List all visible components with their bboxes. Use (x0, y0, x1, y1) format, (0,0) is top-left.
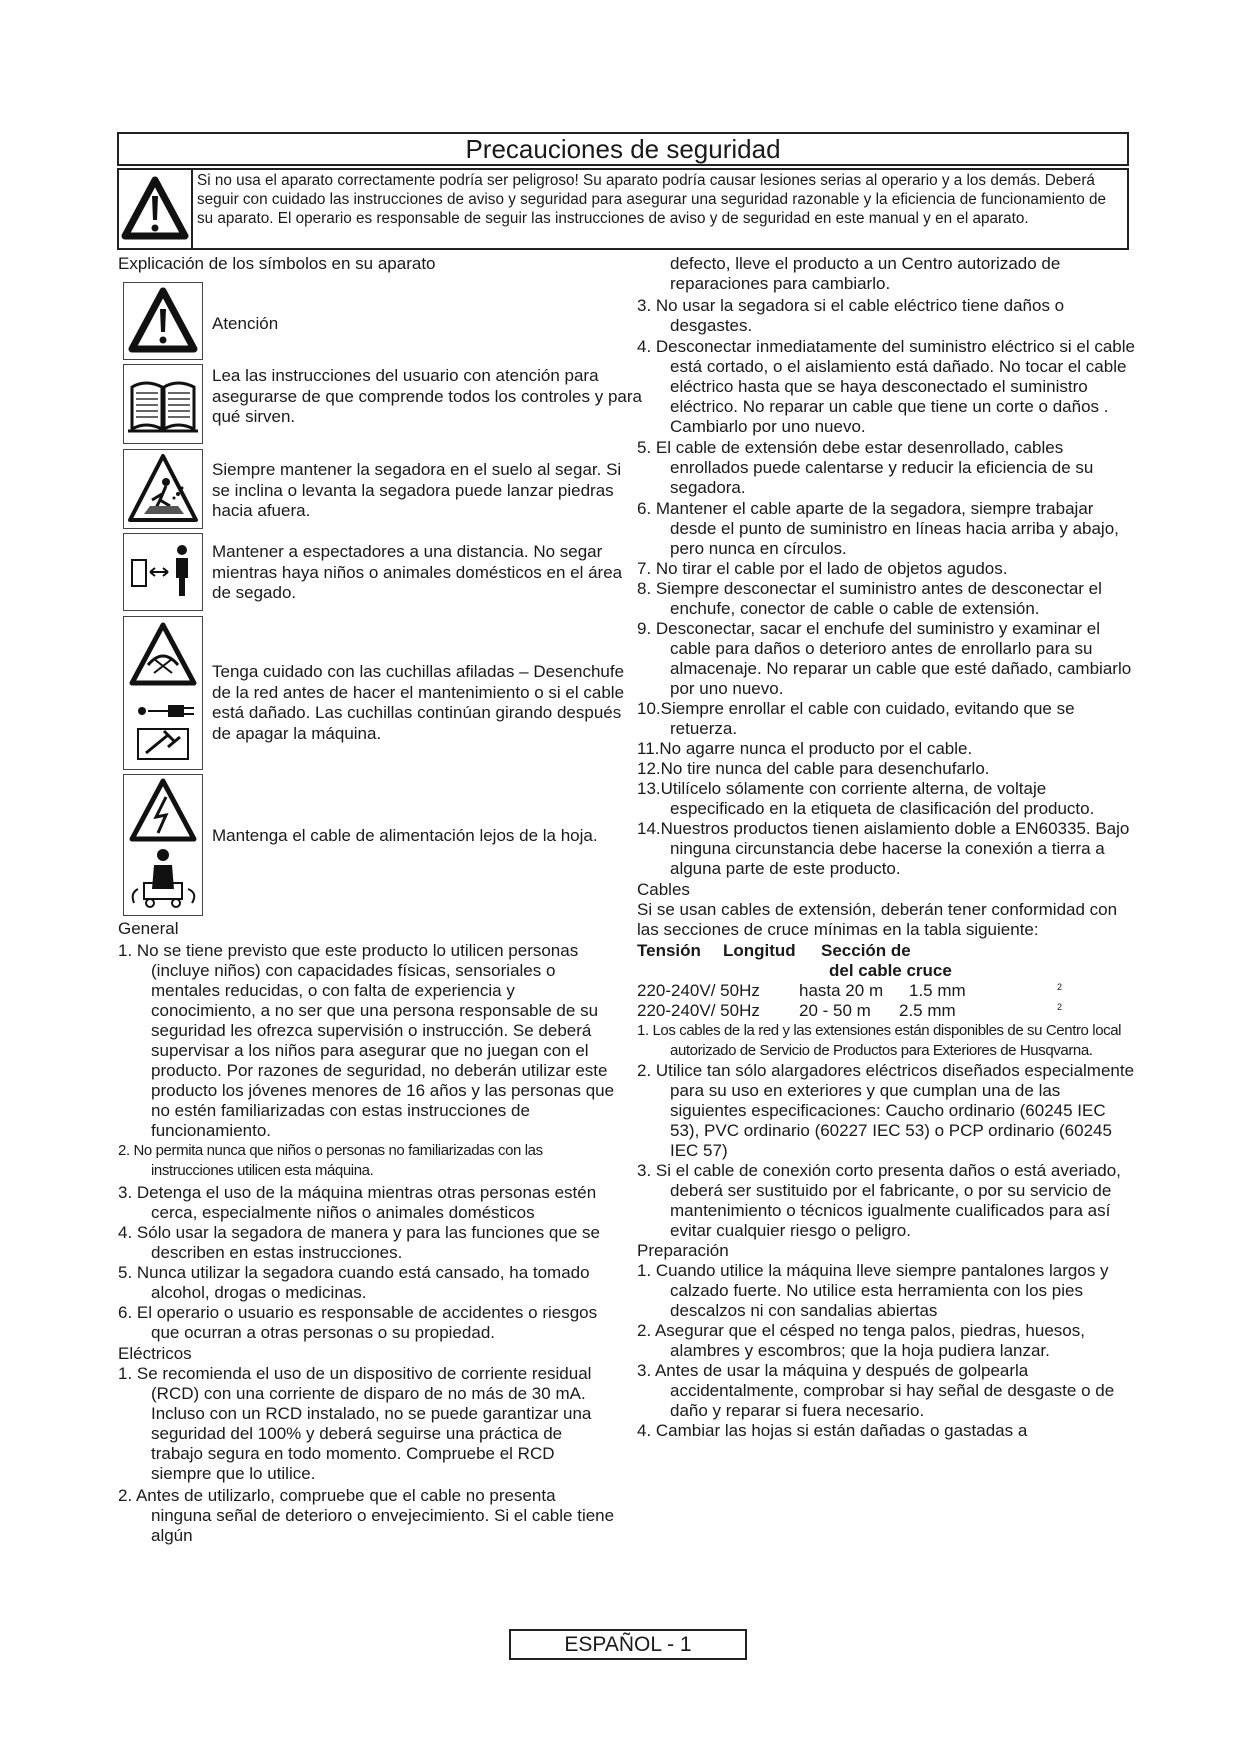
list-item: 4. Sólo usar la segadora de manera y para las funciones que se describen en estas instrucciones. (118, 1223, 600, 1262)
list-item: 13.Utilícelo sólamente con corriente alterna, de voltaje especificado en la etiqueta de clasificación del producto. (637, 779, 1095, 818)
symbol-text: Tenga cuidado con las cuchillas afiladas – Desenchufe de la red antes de hacer el mantenimiento o si el cable está dañado. Las cuchillas continúan girando después de apagar la máquina. (212, 662, 625, 743)
symbol-text: Mantener a espectadores a una distancia. No segar mientras haya niños o animales domésticos en el área de segado. (212, 542, 623, 602)
preparacion-heading: Preparación (637, 1241, 729, 1260)
list-item: 3. Si el cable de conexión corto presenta daños o está averiado, deberá ser sustituido por el fabricante, o por su servicio de mantenimiento o técnicos igualmente cualificados para así evitar cualquier riesgo o peligro. (637, 1161, 1121, 1240)
list-item: 3. Detenga el uso de la máquina mientras otras personas estén cerca, especialmente niños o animales domésticos (118, 1183, 597, 1222)
list-item: 6. Mantener el cable aparte de la segadora, siempre trabajar desde el punto de suministro en líneas hacia arriba y abajo, pero nunca en círculos. (637, 499, 1119, 558)
list-item: 12.No tire nunca del cable para desenchufarlo. (637, 759, 990, 778)
table-cell: 2.5 mm (899, 1001, 956, 1020)
list-item: 1. No se tiene previsto que este producto lo utilicen personas (incluye niños) con capacidades físicas, sensoriales o mentales reducidas, o con falta de experiencia y conocimiento, a no ser que una persona responsable de su seguridad les ofrezca supervisión o instrucción. Se deberá supervisar a los niños para asegurar que no juegan con el producto. Por razones de seguridad, no deberán utilizar este producto los jóvenes menores de 16 años y las personas que no estén familiarizadas con estas instrucciones de funcionamiento. (118, 941, 615, 1140)
page-title: Precauciones de seguridad (117, 132, 1129, 166)
list-item: 2. No permita nunca que niños o personas no familiarizadas con las instrucciones utilicen esta máquina. (118, 1142, 543, 1179)
table-cell: 20 - 50 m (799, 1001, 871, 1020)
table-cell: 1.5 mm (909, 981, 966, 1000)
list-item: 10.Siempre enrollar el cable con cuidado, evitando que se retuerza. (637, 699, 1075, 738)
warning-text: Si no usa el aparato correctamente podría ser peligroso! Su aparato podría causar lesiones serias al operario y a los demás. Deberá seguir con cuidado las instrucciones de aviso y seguridad para asegurar una seguridad razonable y la eficiencia de funcionamiento de su aparato. El operario es responsable de seguir las instrucciones de aviso y de seguridad en este manual y en el aparato. (197, 172, 1107, 228)
list-item: 3. No usar la segadora si el cable eléctrico tiene daños o desgastes. (637, 296, 1065, 335)
table-cell: 220-240V/ 50Hz (637, 1001, 760, 1020)
warning-triangle-icon (119, 170, 193, 248)
table-cell: 220-240V/ 50Hz (637, 981, 760, 1000)
warning-box (117, 168, 1129, 250)
list-item: 8. Siempre desconectar el suministro antes de desconectar el enchufe, conector de cable o cable de extensión. (637, 579, 1102, 618)
col-section-header-2: del cable cruce (829, 961, 952, 980)
list-item: 14.Nuestros productos tienen aislamiento doble a EN60335. Bajo ninguna circunstancia debe hacerse la conexión a tierra a alguna parte de este producto. (637, 819, 1130, 878)
right-column (637, 254, 1135, 1441)
symbol-text: Lea las instrucciones del usuario con atención para asegurarse de que comprende todos los controles y para qué sirven. (212, 366, 642, 426)
list-item: 4. Desconectar inmediatamente del suministro eléctrico si el cable está cortado, o el aislamiento está dañado. No tocar el cable eléctrico hasta que se haya desconectado el suministro eléctrico. No reparar un cable que tiene un corte o daños . Cambiarlo por uno nuevo. (637, 337, 1135, 436)
symbols-heading: Explicación de los símbolos en su aparato (118, 254, 436, 273)
symbol-text: Mantenga el cable de alimentación lejos de la hoja. (212, 826, 598, 845)
table-cell-sup: 2 (1057, 1002, 1063, 1012)
symbol-text: Siempre mantener la segadora en el suelo al segar. Si se inclina o levanta la segadora puede lanzar piedras hacia afuera. (212, 460, 622, 520)
bystander-distance-icon (123, 533, 203, 611)
left-column (118, 919, 618, 1546)
list-item: 5. Nunca utilizar la segadora cuando está cansado, ha tomado alcohol, drogas o medicinas. (118, 1263, 590, 1302)
list-item: 4. Cambiar las hojas si están dañadas o gastadas a (637, 1421, 1028, 1440)
thrown-object-icon (123, 449, 203, 529)
list-item: 6. El operario o usuario es responsable de accidentes o riesgos que ocurran a otras personas o su propiedad. (118, 1303, 598, 1342)
list-item: 1. Cuando utilice la máquina lleve siempre pantalones largos y calzado fuerte. No utilice esta herramienta con los pies descalzos ni con sandalias abiertas (637, 1261, 1109, 1320)
list-item: 9. Desconectar, sacar el enchufe del suministro y examinar el cable para daños o deterioro antes de enrollarlo para su almacenaje. No reparar un cable que esté dañado, cambiarlo por uno nuevo. (637, 619, 1132, 698)
col-voltage-header: Tensión (637, 941, 701, 960)
electricos-heading: Eléctricos (118, 1344, 192, 1363)
list-item: 2. Antes de utilizarlo, compruebe que el cable no presenta ninguna señal de deterioro o envejecimiento. Si el cable tiene algún (118, 1486, 615, 1545)
list-item: 2. Utilice tan sólo alargadores eléctricos diseñados especialmente para su uso en exteriores y que cumplan una de las siguientes especificaciones: Caucho ordinario (60245 IEC 53), PVC ordinario (60227 IEC 53) o PCP ordinario (60245 IEC 57) (637, 1061, 1135, 1160)
sharp-blades-icon (123, 616, 203, 770)
table-cell-sup: 2 (1057, 982, 1063, 992)
list-item: 5. El cable de extensión debe estar desenrollado, cables enrollados puede calentarse y reducir la eficiencia de su segadora. (637, 438, 1094, 497)
cables-intro: Si se usan cables de extensión, deberán tener conformidad con las secciones de cruce mínimas en la tabla siguiente: (637, 900, 1118, 939)
list-item: 1. Los cables de la red y las extensiones están disponibles de su Centro local autorizado de Servicio de Productos para Exteriores de Husqvarna. (637, 1022, 1122, 1059)
open-manual-icon (123, 364, 203, 444)
warning-triangle-icon (123, 282, 203, 360)
table-cell: hasta 20 m (799, 981, 884, 1000)
table-row (637, 1001, 1135, 1021)
list-item: 11.No agarre nunca el producto por el cable. (637, 739, 973, 758)
col-section-header: Sección de (821, 941, 911, 960)
list-item: 3. Antes de usar la máquina y después de golpearla accidentalmente, comprobar si hay señal de desgaste o de daño y reparar si fuera necesario. (637, 1361, 1115, 1420)
list-item: 7. No tirar el cable por el lado de objetos agudos. (637, 559, 1008, 578)
cables-heading: Cables (637, 880, 690, 899)
col-length-header: Longitud (723, 941, 796, 960)
list-item-continued: defecto, lleve el producto a un Centro autorizado de reparaciones para cambiarlo. (670, 254, 1061, 293)
page-footer: ESPAÑOL - 1 (509, 1629, 747, 1660)
list-item: 2. Asegurar que el césped no tenga palos, piedras, huesos, alambres y escombros; que la hoja pudiera lanzar. (637, 1321, 1085, 1360)
electric-cable-icon (123, 774, 203, 916)
symbol-text: Atención (212, 314, 279, 333)
list-item: 1. Se recomienda el uso de un dispositivo de corriente residual (RCD) con una corriente de disparo de no más de 30 mA. Incluso con un RCD instalado, no se puede garantizar una seguridad del 100% y deberá seguirse una práctica de trabajo segura en todo momento. Compruebe el RCD siempre que lo utilice. (118, 1364, 592, 1483)
cable-table-header (637, 941, 1135, 981)
general-heading: General (118, 919, 179, 938)
